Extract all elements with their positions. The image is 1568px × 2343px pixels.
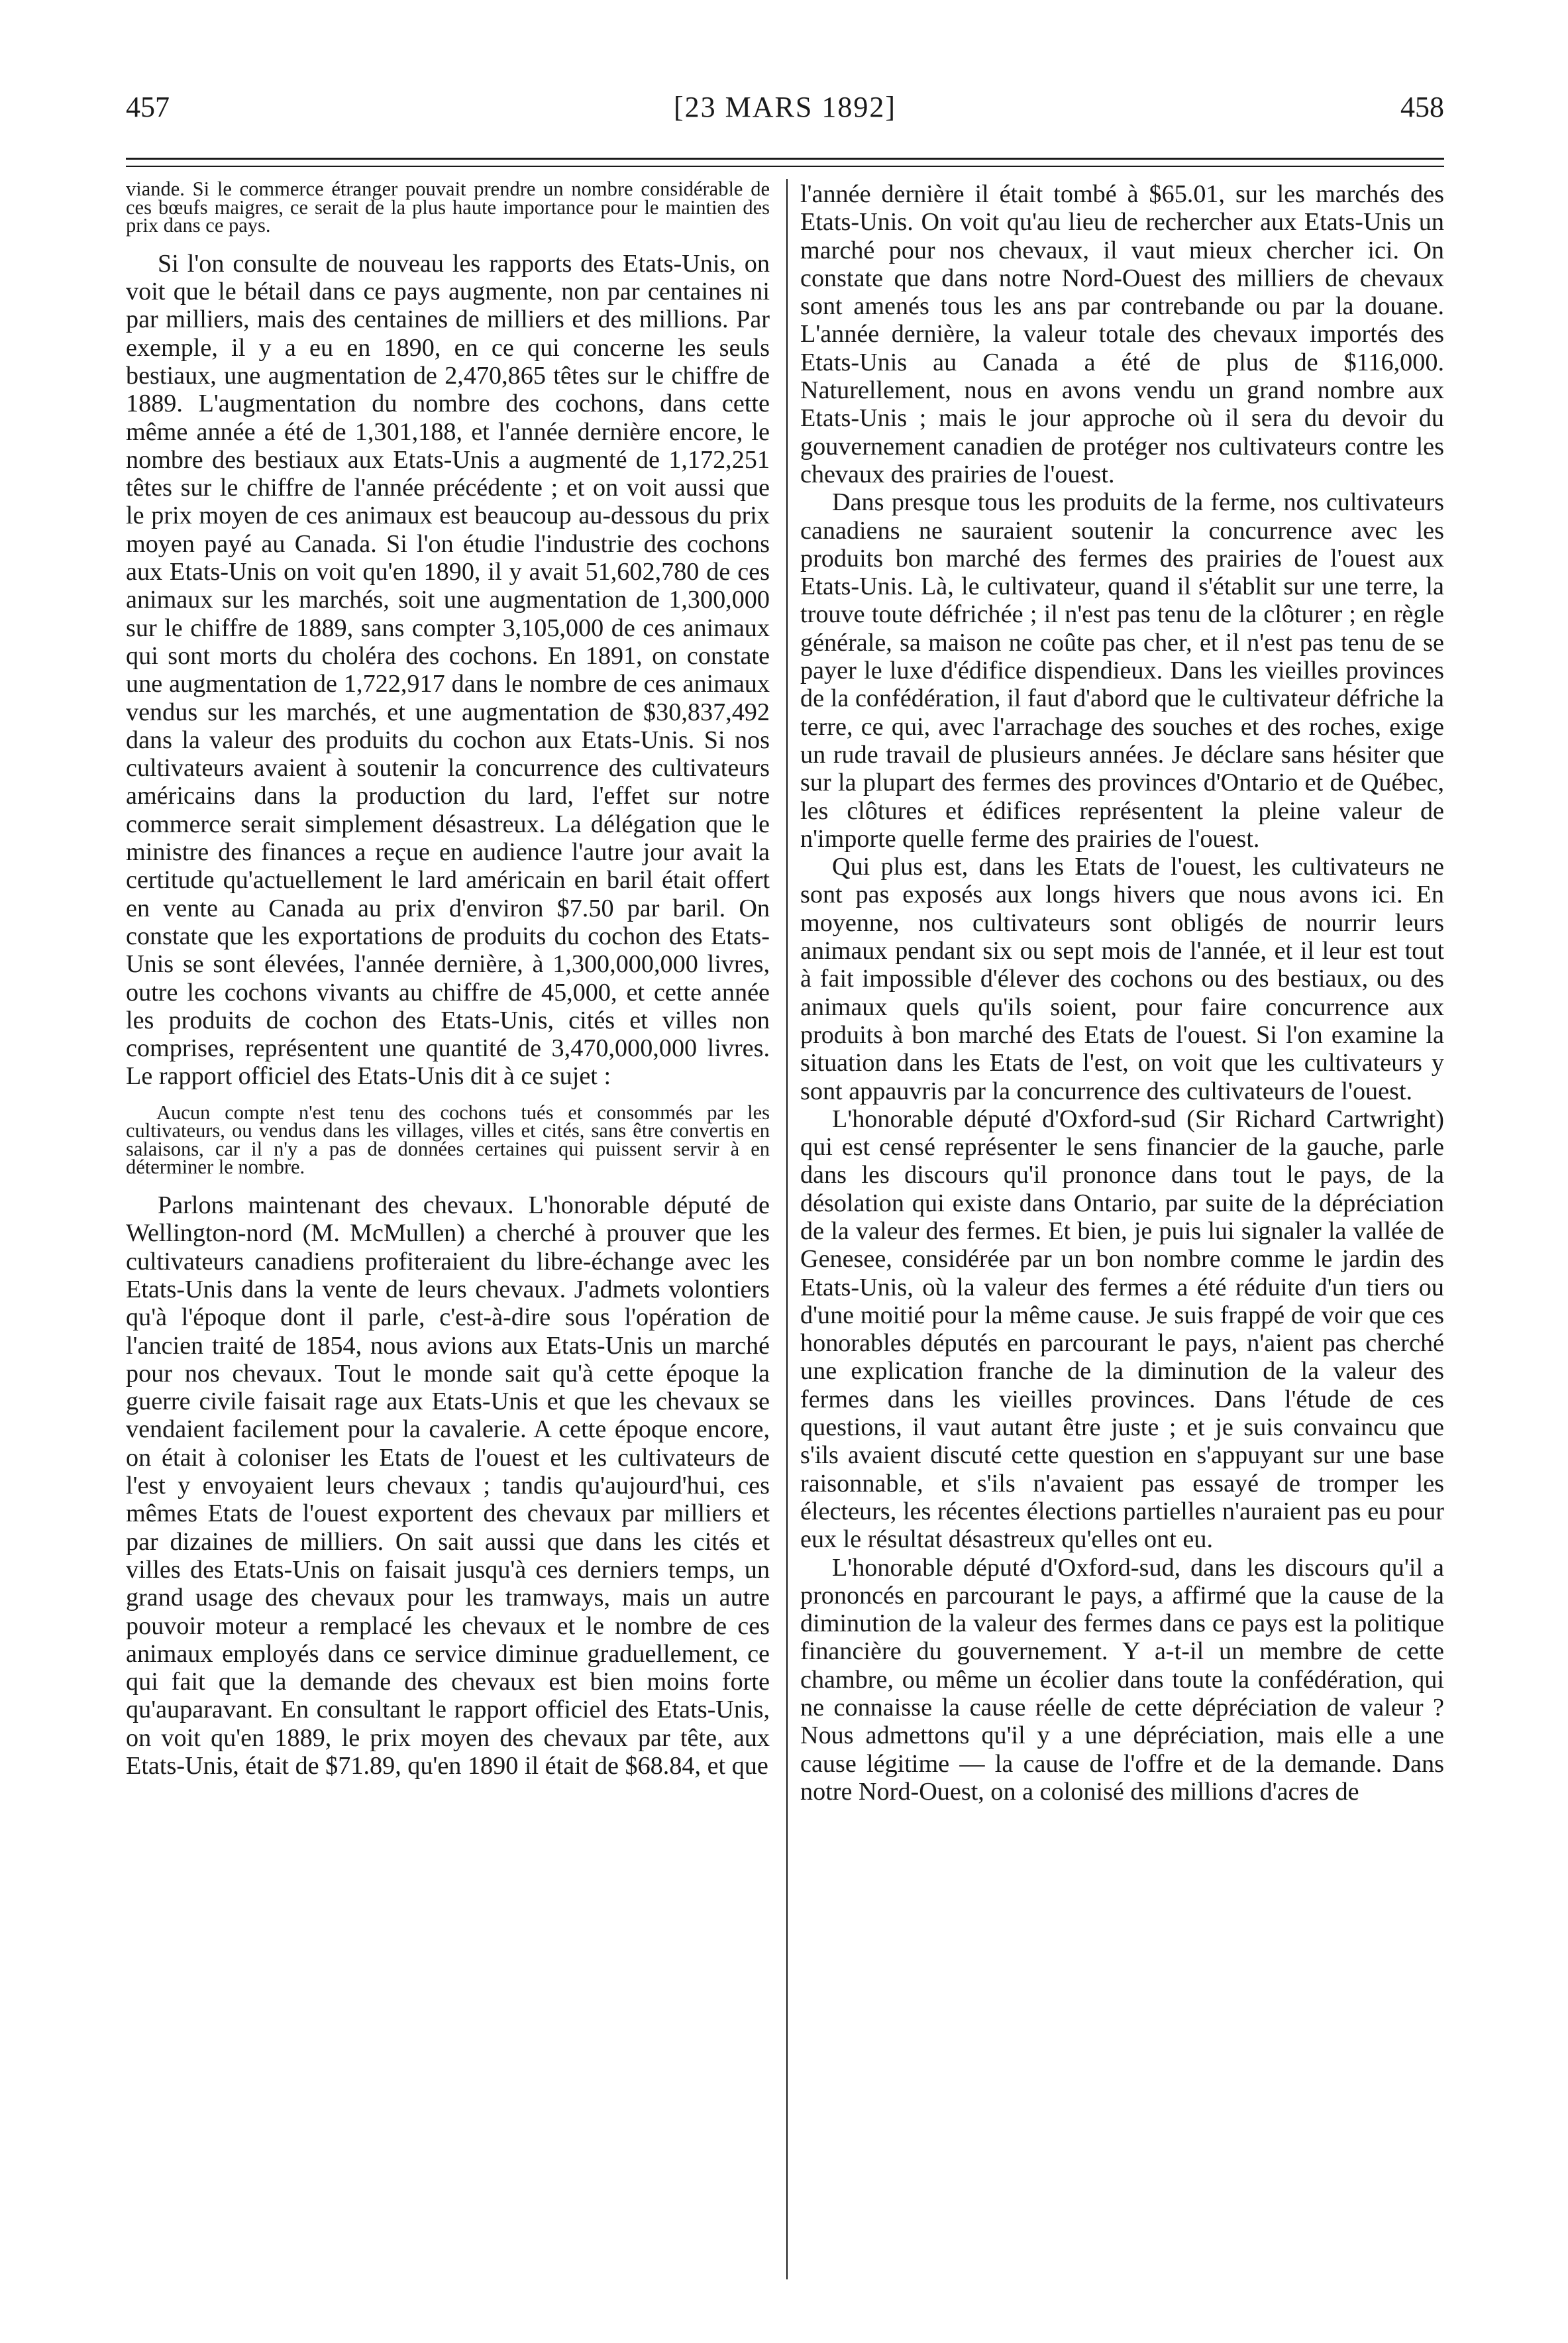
- page-header: [126, 87, 1444, 140]
- paragraph: L'honorable député d'Oxford-sud (Sir Richard Cartwright) qui est censé représenter le sens financier de la gauche, parle dans les discours qu'il prononce dans tout le pays, de la désolation qui existe dans Ontario, par suite de la dépréciation de la valeur des fermes. Et bien, je puis lui signaler la vallée de Genesee, considérée par un bon nombre comme le jardin des Etats-Unis, où la valeur des fermes a été réduite d'un tiers ou d'une moitié pour la même cause. Je suis frappé de voir que ces honorables députés en parcourant le pays, n'aient pas cherché une explication franche de la diminution de la valeur des fermes dans les vieilles provinces. Dans l'étude de ces questions, il vaut autant être juste ; et je suis convaincu que s'ils avaient discuté cette question en s'appuyant sur une base raisonnable, et s'ils n'avaient pas essayé de tromper les électeurs, les récentes élections partielles n'auraient pas eu pour eux le résultat désastreux qu'elles ont eu.: [800, 1105, 1444, 1554]
- header-rule-top: [126, 158, 1444, 160]
- page-number-right: 458: [1400, 91, 1444, 123]
- left-column: [126, 180, 770, 1780]
- right-column: [800, 180, 1444, 1806]
- quoted-passage: viande. Si le commerce étranger pouvait prendre un nombre considérable de ces bœufs maigres, ce serait de la plus haute importance pour le maintien des prix dans ce pays.: [126, 178, 770, 237]
- column-divider: [786, 179, 788, 2279]
- paragraph: l'année dernière il était tombé à $65.01, sur les marchés des Etats-Unis. On voit qu'au lieu de rechercher aux Etats-Unis un marché pour nos chevaux, il vaut mieux chercher ici. On constate que dans notre Nord-Ouest des milliers de chevaux sont amenés tous les ans par contrebande ou par la douane. L'année dernière, la valeur totale des chevaux importés des Etats-Unis au Canada a été de plus de $116,000. Naturellement, nous en avons vendu un grand nombre aux Etats-Unis ; mais le jour approche où il sera du devoir du gouvernement canadien de protéger nos cultivateurs contre les chevaux des prairies de l'ouest.: [800, 180, 1444, 488]
- paragraph: Parlons maintenant des chevaux. L'honorable député de Wellington-nord (M. McMullen) a cherché à prouver que les cultivateurs canadiens profiteraient du libre-échange avec les Etats-Unis dans la vente de leurs chevaux. J'admets volontiers qu'à l'époque dont il parle, c'est-à-dire sous l'opération de l'ancien traité de 1854, nous avions aux Etats-Unis un marché pour nos chevaux. Tout le monde sait qu'à cette époque la guerre civile faisait rage aux Etats-Unis et que les chevaux se vendaient facilement pour la cavalerie. A cette époque encore, on était à coloniser les Etats de l'ouest et les cultivateurs de l'est y envoyaient leurs chevaux ; tandis qu'aujourd'hui, ces mêmes Etats de l'ouest exportent des chevaux par milliers et par dizaines de milliers. On sait aussi que dans les cités et villes des Etats-Unis on faisait jusqu'à ces derniers temps, un grand usage des chevaux pour les tramways, mais un autre pouvoir moteur a remplacé les chevaux et le nombre de ces animaux employés dans ce service diminue graduellement, ce qui fait que la demande des chevaux est bien moins forte qu'auparavant. En consultant le rapport officiel des Etats-Unis, on voit qu'en 1889, le prix moyen des chevaux par tête, aux Etats-Unis, était de $71.89, qu'en 1890 il était de $68.84, et que: [126, 1191, 770, 1780]
- page-date: [23 MARS 1892]: [673, 91, 897, 123]
- paragraph: Si l'on consulte de nouveau les rapports des Etats-Unis, on voit que le bétail dans ce pays augmente, non par centaines ni par milliers, mais des centaines de milliers et des millions. Par exemple, il y a eu en 1890, en ce qui concerne les seuls bestiaux, une augmentation de 2,470,865 têtes sur le chiffre de 1889. L'augmentation du nombre des cochons, dans cette même année a été de 1,301,188, et l'année dernière encore, le nombre des bestiaux aux Etats-Unis a augmenté de 1,172,251 têtes sur le chiffre de l'année précédente ; et on voit aussi que le prix moyen de ces animaux est beaucoup au-dessous du prix moyen payé au Canada. Si l'on étudie l'industrie des cochons aux Etats-Unis on voit qu'en 1890, il y avait 51,602,780 de ces animaux sur les marchés, soit une augmentation de 1,300,000 sur le chiffre de 1889, sans compter 3,105,000 de ces animaux qui sont morts du choléra des cochons. En 1891, on constate une augmentation de 1,722,917 dans le nombre de ces animaux vendus sur les marchés, et une augmentation de $30,837,492 dans la valeur des produits du cochon aux Etats-Unis. Si nos cultivateurs avaient à soutenir la concurrence des cultivateurs américains dans la production du lard, l'effet sur notre commerce serait simplement désastreux. La délégation que le ministre des finances a reçue en audience l'autre jour avait la certitude qu'actuellement le lard américain en baril était offert en vente au Canada au prix d'environ $7.50 par baril. On constate que les exportations de produits du cochon des Etats-Unis se sont élevées, l'année dernière, à 1,300,000,000 livres, outre les cochons vivants au chiffre de 45,000, et cette année les produits de cochon des Etats-Unis, cités et villes non comprises, représentent une quantité de 3,470,000,000 livres. Le rapport officiel des Etats-Unis dit à ce sujet :: [126, 249, 770, 1091]
- paragraph: L'honorable député d'Oxford-sud, dans les discours qu'il a prononcés en parcourant le pays, a affirmé que la cause de la diminution de la valeur des fermes dans ce pays est la politique financière du gouvernement. Y a-t-il un membre de cette chambre, ou même un écolier dans toute la confédération, qui ne connaisse la cause réelle de cette dépréciation de valeur ? Nous admettons qu'il y a une dépréciation, mais elle a une cause légitime — la cause de l'offre et de la demande. Dans notre Nord-Ouest, on a colonisé des millions d'acres de: [800, 1553, 1444, 1806]
- paragraph: Dans presque tous les produits de la ferme, nos cultivateurs canadiens ne sauraient soutenir la concurrence avec les produits bon marché des fermes des prairies de l'ouest aux Etats-Unis. Là, le cultivateur, quand il s'établit sur une terre, la trouve toute défrichée ; il n'est pas tenu de la clôturer ; en règle générale, sa maison ne coûte pas cher, et il n'est pas tenu de se payer le luxe d'édifice dispendieux. Dans les vieilles provinces de la confédération, il faut d'abord que le cultivateur défriche la terre, ce qui, avec l'arrachage des souches et des roches, exige un rude travail de plusieurs années. Je déclare sans hésiter que sur la plupart des fermes des provinces d'Ontario et de Québec, les clôtures et édifices représentent la pleine valeur de n'importe quelle ferme des prairies de l'ouest.: [800, 488, 1444, 853]
- quoted-passage: Aucun compte n'est tenu des cochons tués et consommés par les cultivateurs, ou vendus dans les villages, villes et cités, sans être convertis en salaisons, car il n'y a pas de données certaines qui puissent servir à en déterminer le nombre.: [126, 1101, 770, 1179]
- page-number-left: 457: [126, 91, 170, 123]
- paragraph: Qui plus est, dans les Etats de l'ouest, les cultivateurs ne sont pas exposés aux longs hivers que nous avons ici. En moyenne, nos cultivateurs sont obligés de nourrir leurs animaux pendant six ou sept mois de l'année, et il leur est tout à fait impossible d'élever des cochons ou des bestiaux, ou des animaux quels qu'ils soient, pour faire concurrence aux produits à bon marché des Etats de l'ouest. Si l'on examine la situation dans les Etats de l'est, on voit que les cultivateurs y sont appauvris par la concurrence des cultivateurs de l'ouest.: [800, 853, 1444, 1105]
- header-rule-bottom: [126, 166, 1444, 167]
